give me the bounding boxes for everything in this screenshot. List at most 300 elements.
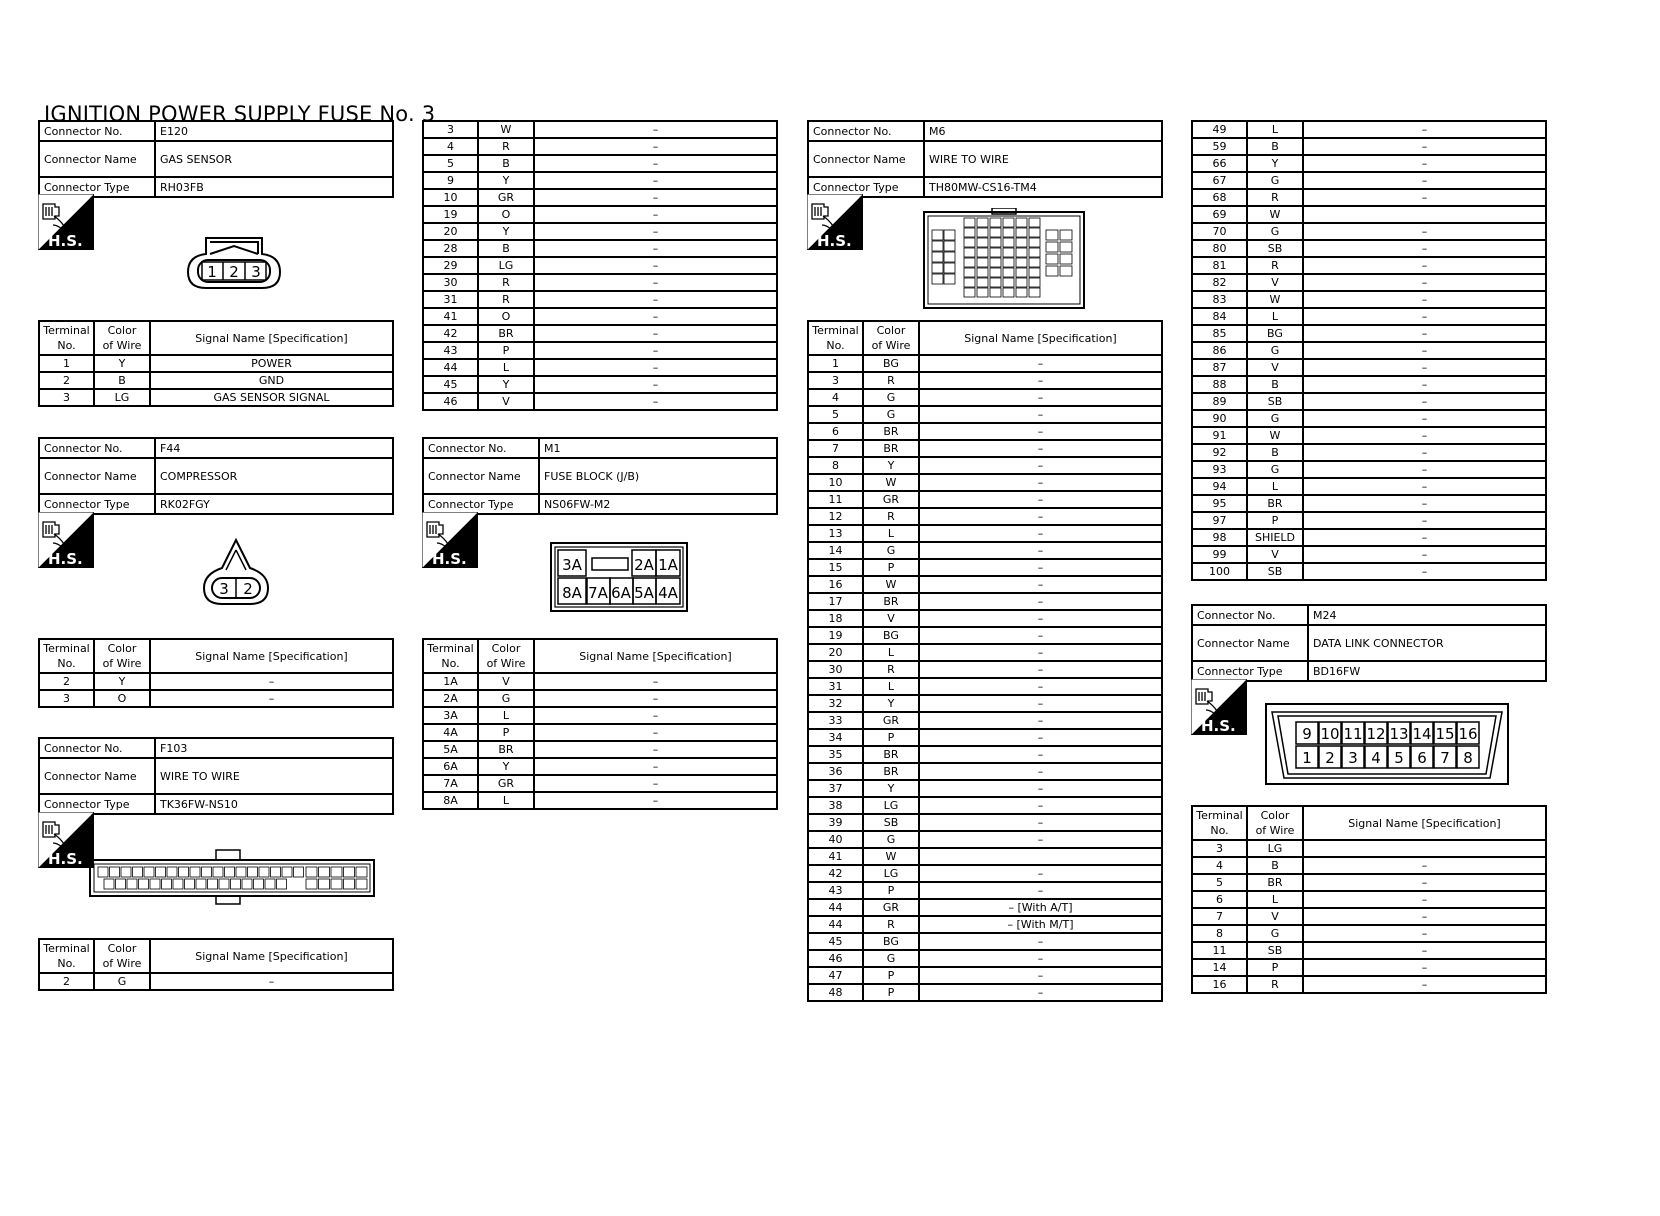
- signal-name: –: [919, 729, 1162, 746]
- terminal-no: 44: [808, 916, 863, 933]
- wire-color: G: [863, 831, 919, 848]
- signal-name: –: [919, 882, 1162, 899]
- table-row: [423, 291, 777, 308]
- m24-name: DATA LINK CONNECTOR: [1308, 625, 1546, 661]
- wire-color: BG: [863, 627, 919, 644]
- hs-label: H.S.: [817, 232, 852, 250]
- wire-color: B: [478, 155, 534, 172]
- wire-color: R: [1247, 189, 1303, 206]
- col-terminal: [39, 639, 94, 673]
- table-row: [1192, 325, 1546, 342]
- signal-name: –: [534, 707, 777, 724]
- col-color-l1: Color: [491, 642, 521, 655]
- terminal-no: 29: [423, 257, 478, 274]
- wire-color: Y: [478, 376, 534, 393]
- terminal-no: 91: [1192, 427, 1247, 444]
- wire-color: P: [863, 559, 919, 576]
- col-terminal-l1: Terminal: [812, 324, 859, 337]
- wire-color: P: [1247, 512, 1303, 529]
- terminal-no: 7A: [423, 775, 478, 792]
- table-row: [808, 542, 1162, 559]
- terminal-no: 35: [808, 746, 863, 763]
- signal-name: – [With A/T]: [919, 899, 1162, 916]
- terminal-no: 7: [808, 440, 863, 457]
- table-row: [808, 576, 1162, 593]
- signal-name: –: [919, 576, 1162, 593]
- m6_cont-terminal-table: [1191, 120, 1547, 581]
- table-row: [808, 984, 1162, 1001]
- signal-name: –: [919, 508, 1162, 525]
- terminal-no: 98: [1192, 529, 1247, 546]
- wire-color: R: [478, 291, 534, 308]
- col-color-l2: of Wire: [102, 657, 142, 670]
- pin-label: 1: [207, 263, 217, 281]
- table-row: [1192, 942, 1546, 959]
- col-color: [94, 939, 150, 973]
- col-terminal-l1: Terminal: [43, 942, 90, 955]
- terminal-no: 28: [423, 240, 478, 257]
- col-color-l1: Color: [876, 324, 906, 337]
- wire-color: B: [1247, 444, 1303, 461]
- terminal-no: 46: [423, 393, 478, 410]
- terminal-no: 47: [808, 967, 863, 984]
- table-row: [1192, 172, 1546, 189]
- col-color: [94, 639, 150, 673]
- col-terminal-l2: No.: [57, 957, 76, 970]
- table-row: [808, 967, 1162, 984]
- pin-label: 15: [1435, 725, 1455, 743]
- wire-color: GR: [863, 899, 919, 916]
- m24-terminal-table: [1191, 805, 1547, 994]
- table-row: [1192, 840, 1546, 857]
- wire-color: BR: [863, 440, 919, 457]
- connector-no-label: Connector No.: [423, 438, 539, 458]
- wire-color: GR: [478, 189, 534, 206]
- table-row: [1192, 189, 1546, 206]
- col-terminal: [39, 321, 94, 355]
- wire-color: P: [863, 984, 919, 1001]
- terminal-no: 12: [808, 508, 863, 525]
- wire-color: BR: [863, 746, 919, 763]
- terminal-no: 7: [1192, 908, 1247, 925]
- wire-color: BR: [1247, 874, 1303, 891]
- pin-label: 1A: [658, 556, 678, 574]
- col-color: [478, 639, 534, 673]
- m6-terminal-table: [807, 320, 1163, 1002]
- e120-name: GAS SENSOR: [155, 141, 393, 177]
- signal-name: [919, 848, 1162, 865]
- wire-color: G: [478, 690, 534, 707]
- pin-label: 2: [229, 263, 239, 281]
- table-row: [423, 257, 777, 274]
- table-row: [808, 406, 1162, 423]
- signal-name: –: [534, 240, 777, 257]
- table-row: [1192, 976, 1546, 993]
- terminal-no: 38: [808, 797, 863, 814]
- terminal-no: 37: [808, 780, 863, 797]
- terminal-no: 11: [808, 491, 863, 508]
- terminal-no: 3: [808, 372, 863, 389]
- col-color-l1: Color: [107, 324, 137, 337]
- wire-color: GR: [863, 712, 919, 729]
- terminal-no: 8: [808, 457, 863, 474]
- terminal-no: 81: [1192, 257, 1247, 274]
- wire-color: Y: [94, 673, 150, 690]
- table-row: [808, 559, 1162, 576]
- terminal-no: 33: [808, 712, 863, 729]
- table-row: [808, 848, 1162, 865]
- signal-name: –: [919, 372, 1162, 389]
- table-row: [423, 325, 777, 342]
- signal-name: –: [919, 406, 1162, 423]
- table-row: [423, 138, 777, 155]
- terminal-no: 88: [1192, 376, 1247, 393]
- signal-name: –: [534, 690, 777, 707]
- pin-label: 2: [1325, 749, 1335, 767]
- wire-color: W: [1247, 206, 1303, 223]
- pin-label: 9: [1302, 725, 1312, 743]
- terminal-no: 43: [423, 342, 478, 359]
- table-row: [423, 189, 777, 206]
- signal-name: –: [1303, 874, 1546, 891]
- wire-color: Y: [863, 457, 919, 474]
- col-color: [94, 321, 150, 355]
- wire-color: W: [863, 576, 919, 593]
- pin-label: 4: [1371, 749, 1381, 767]
- signal-name: –: [919, 627, 1162, 644]
- table-row: [423, 376, 777, 393]
- table-row: [1192, 274, 1546, 291]
- signal-name: –: [1303, 512, 1546, 529]
- signal-name: –: [1303, 976, 1546, 993]
- table-row: [808, 593, 1162, 610]
- signal-name: –: [1303, 942, 1546, 959]
- table-row: [808, 491, 1162, 508]
- wire-color: BG: [863, 933, 919, 950]
- table-row: [1192, 874, 1546, 891]
- pin-label: 3: [219, 580, 229, 598]
- pin-label: 7: [1440, 749, 1450, 767]
- terminal-no: 41: [808, 848, 863, 865]
- signal-name: –: [919, 746, 1162, 763]
- wire-color: SHIELD: [1247, 529, 1303, 546]
- wire-color: L: [863, 525, 919, 542]
- connector-name-label: Connector Name: [39, 758, 155, 794]
- table-row: [1192, 891, 1546, 908]
- wire-color: Y: [94, 355, 150, 372]
- terminal-no: 68: [1192, 189, 1247, 206]
- signal-name: –: [919, 457, 1162, 474]
- wire-color: R: [478, 138, 534, 155]
- harness-side-icon: [807, 194, 863, 250]
- table-row: [39, 673, 393, 690]
- e120-no: E120: [155, 121, 393, 141]
- terminal-no: 70: [1192, 223, 1247, 240]
- signal-name: –: [919, 814, 1162, 831]
- hs-label: H.S.: [1201, 717, 1236, 735]
- table-row: [423, 758, 777, 775]
- wire-color: L: [1247, 121, 1303, 138]
- connector-no-label: Connector No.: [39, 438, 155, 458]
- wire-color: W: [863, 848, 919, 865]
- wire-color: LG: [478, 257, 534, 274]
- signal-name: –: [919, 780, 1162, 797]
- pin-label: 7A: [588, 584, 608, 602]
- terminal-no: 44: [423, 359, 478, 376]
- signal-name: –: [1303, 461, 1546, 478]
- f103-name: WIRE TO WIRE: [155, 758, 393, 794]
- wire-color: Y: [478, 172, 534, 189]
- m6-no: M6: [924, 121, 1162, 141]
- signal-name: –: [919, 865, 1162, 882]
- table-header: [39, 939, 393, 973]
- signal-name: –: [919, 491, 1162, 508]
- table-row: [1192, 342, 1546, 359]
- signal-name: –: [534, 775, 777, 792]
- signal-name: –: [919, 423, 1162, 440]
- terminal-no: 5A: [423, 741, 478, 758]
- table-row: [808, 644, 1162, 661]
- col-signal: Signal Name [Specification]: [150, 939, 393, 973]
- col-terminal-l1: Terminal: [1196, 809, 1243, 822]
- table-row: [1192, 410, 1546, 427]
- table-row: [808, 525, 1162, 542]
- signal-name: –: [1303, 427, 1546, 444]
- wire-color: BG: [1247, 325, 1303, 342]
- table-row: [1192, 444, 1546, 461]
- table-row: [423, 393, 777, 410]
- table-row: [808, 831, 1162, 848]
- wire-color: O: [94, 690, 150, 707]
- terminal-no: 42: [808, 865, 863, 882]
- wire-color: W: [1247, 427, 1303, 444]
- table-row: [1192, 376, 1546, 393]
- terminal-no: 42: [423, 325, 478, 342]
- col-terminal: [39, 939, 94, 973]
- wire-color: P: [863, 882, 919, 899]
- table-row: [423, 240, 777, 257]
- f103_cont-terminal-table: [422, 120, 778, 411]
- wire-color: Y: [478, 758, 534, 775]
- terminal-no: 14: [808, 542, 863, 559]
- wire-color: R: [863, 508, 919, 525]
- e120-connector-info: [38, 120, 394, 198]
- signal-name: –: [1303, 563, 1546, 580]
- signal-name: –: [534, 393, 777, 410]
- table-row: [1192, 240, 1546, 257]
- wire-color: R: [863, 916, 919, 933]
- signal-name: –: [534, 274, 777, 291]
- terminal-no: 92: [1192, 444, 1247, 461]
- wire-color: R: [1247, 257, 1303, 274]
- signal-name: –: [919, 712, 1162, 729]
- signal-name: GND: [150, 372, 393, 389]
- wire-color: W: [478, 121, 534, 138]
- pin-label: 11: [1343, 725, 1363, 743]
- signal-name: –: [1303, 359, 1546, 376]
- terminal-no: 19: [808, 627, 863, 644]
- signal-name: –: [919, 678, 1162, 695]
- signal-name: –: [1303, 444, 1546, 461]
- table-row: [808, 865, 1162, 882]
- table-row: [1192, 461, 1546, 478]
- wire-color: V: [478, 673, 534, 690]
- wire-color: V: [863, 610, 919, 627]
- col-signal: Signal Name [Specification]: [150, 321, 393, 355]
- terminal-no: 34: [808, 729, 863, 746]
- f44-terminal-table: [38, 638, 394, 708]
- signal-name: –: [1303, 478, 1546, 495]
- terminal-no: 5: [1192, 874, 1247, 891]
- pin-label: 2: [243, 580, 253, 598]
- table-row: [1192, 257, 1546, 274]
- e120-terminal-table: [38, 320, 394, 407]
- terminal-no: 8A: [423, 792, 478, 809]
- terminal-no: 8: [1192, 925, 1247, 942]
- col-signal: Signal Name [Specification]: [150, 639, 393, 673]
- f103-terminal-table: [38, 938, 394, 991]
- pin-label: 8: [1463, 749, 1473, 767]
- table-row: [1192, 427, 1546, 444]
- signal-name: –: [919, 661, 1162, 678]
- f44-name: COMPRESSOR: [155, 458, 393, 494]
- signal-name: –: [1303, 393, 1546, 410]
- table-row: [39, 690, 393, 707]
- table-row: [808, 712, 1162, 729]
- table-row: [1192, 291, 1546, 308]
- f103-connector-info: [38, 737, 394, 815]
- signal-name: –: [1303, 908, 1546, 925]
- terminal-no: 20: [423, 223, 478, 240]
- signal-name: –: [919, 831, 1162, 848]
- col-terminal: [808, 321, 863, 355]
- terminal-no: 59: [1192, 138, 1247, 155]
- col-color-l2: of Wire: [486, 657, 526, 670]
- table-row: [423, 155, 777, 172]
- table-row: [1192, 495, 1546, 512]
- terminal-no: 48: [808, 984, 863, 1001]
- table-row: [423, 121, 777, 138]
- terminal-no: 2: [39, 372, 94, 389]
- signal-name: –: [534, 342, 777, 359]
- wire-color: Y: [863, 780, 919, 797]
- table-header: [39, 639, 393, 673]
- signal-name: GAS SENSOR SIGNAL: [150, 389, 393, 406]
- table-row: [808, 678, 1162, 695]
- table-row: [808, 950, 1162, 967]
- wire-color: P: [863, 967, 919, 984]
- col-terminal-l2: No.: [57, 339, 76, 352]
- f44-no: F44: [155, 438, 393, 458]
- terminal-no: 16: [1192, 976, 1247, 993]
- pin-label: 6: [1417, 749, 1427, 767]
- signal-name: –: [534, 223, 777, 240]
- wire-color: LG: [1247, 840, 1303, 857]
- pin-label: 12: [1366, 725, 1386, 743]
- signal-name: –: [919, 644, 1162, 661]
- wire-color: R: [863, 372, 919, 389]
- signal-name: – [With M/T]: [919, 916, 1162, 933]
- signal-name: –: [1303, 857, 1546, 874]
- connector-name-label: Connector Name: [39, 141, 155, 177]
- wire-color: BG: [863, 355, 919, 372]
- terminal-no: 90: [1192, 410, 1247, 427]
- m1-connector-info: [422, 437, 778, 515]
- table-row: [423, 690, 777, 707]
- m24-connector-face: [1264, 702, 1510, 790]
- wire-color: R: [863, 661, 919, 678]
- pin-label: 2A: [634, 556, 654, 574]
- wire-color: G: [1247, 410, 1303, 427]
- table-row: [808, 474, 1162, 491]
- signal-name: –: [1303, 189, 1546, 206]
- signal-name: –: [1303, 257, 1546, 274]
- pin-label: 13: [1389, 725, 1409, 743]
- table-row: [808, 661, 1162, 678]
- signal-name: [1303, 840, 1546, 857]
- table-row: [808, 797, 1162, 814]
- table-row: [423, 673, 777, 690]
- f103-type: TK36FW-NS10: [155, 794, 393, 814]
- connector-type-label: Connector Type: [39, 794, 155, 814]
- signal-name: –: [919, 984, 1162, 1001]
- f44-type: RK02FGY: [155, 494, 393, 514]
- hs-label: H.S.: [432, 550, 467, 568]
- m6-name: WIRE TO WIRE: [924, 141, 1162, 177]
- signal-name: –: [1303, 155, 1546, 172]
- pin-label: 5A: [634, 584, 654, 602]
- connector-type-label: Connector Type: [39, 494, 155, 514]
- terminal-no: 40: [808, 831, 863, 848]
- table-row: [1192, 925, 1546, 942]
- m1-no: M1: [539, 438, 777, 458]
- m1-terminal-table: [422, 638, 778, 810]
- terminal-no: 66: [1192, 155, 1247, 172]
- f44-connector-face: [196, 536, 276, 612]
- terminal-no: 39: [808, 814, 863, 831]
- connector-type-label: Connector Type: [423, 494, 539, 514]
- signal-name: –: [919, 797, 1162, 814]
- wire-color: L: [863, 678, 919, 695]
- table-row: [39, 355, 393, 372]
- table-row: [1192, 393, 1546, 410]
- wire-color: LG: [94, 389, 150, 406]
- terminal-no: 3: [423, 121, 478, 138]
- wire-color: V: [1247, 908, 1303, 925]
- m6-connector-info: [807, 120, 1163, 198]
- table-row: [1192, 206, 1546, 223]
- table-header: [423, 639, 777, 673]
- col-signal: Signal Name [Specification]: [919, 321, 1162, 355]
- col-color-l2: of Wire: [871, 339, 911, 352]
- signal-name: –: [1303, 240, 1546, 257]
- table-row: [1192, 512, 1546, 529]
- hs-label: H.S.: [48, 550, 83, 568]
- wire-color: BR: [1247, 495, 1303, 512]
- signal-name: –: [1303, 274, 1546, 291]
- table-row: [1192, 223, 1546, 240]
- signal-name: [1303, 206, 1546, 223]
- signal-name: –: [1303, 172, 1546, 189]
- wire-color: R: [478, 274, 534, 291]
- col-color: [863, 321, 919, 355]
- wire-color: SB: [1247, 942, 1303, 959]
- table-row: [1192, 138, 1546, 155]
- signal-name: –: [534, 741, 777, 758]
- terminal-no: 2: [39, 673, 94, 690]
- signal-name: –: [919, 474, 1162, 491]
- terminal-no: 94: [1192, 478, 1247, 495]
